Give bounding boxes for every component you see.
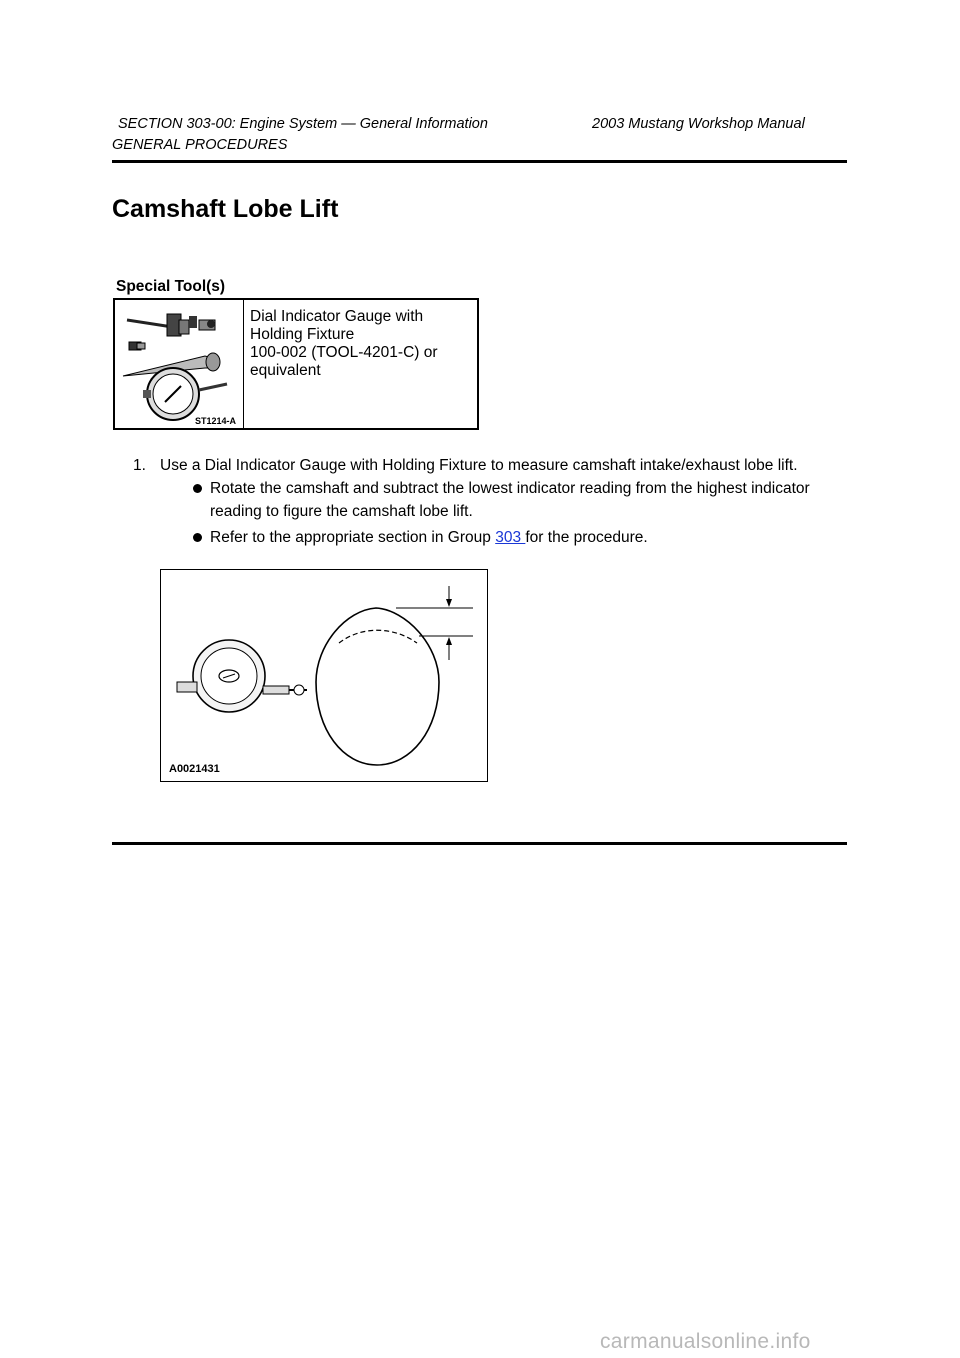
tool-description-line: Holding Fixture	[250, 326, 355, 343]
bullet-dot-icon	[193, 533, 202, 542]
step-1	[133, 457, 798, 475]
figure-label: A0021431	[169, 763, 220, 775]
special-tools-table	[113, 298, 479, 430]
step-text: Use a Dial Indicator Gauge with Holding Fixture to measure camshaft intake/exhaust lobe lift.	[160, 457, 798, 474]
bullet-text-after: for the procedure.	[525, 529, 648, 546]
tool-description-line: Dial Indicator Gauge with	[250, 308, 424, 325]
tool-image-cell	[115, 300, 244, 428]
header-manual-title: 2003 Mustang Workshop Manual	[592, 116, 805, 132]
bullet-text: Rotate the camshaft and subtract the lowest indicator reading from the highest indicator reading to figure the camshaft lobe lift.	[210, 480, 810, 520]
figure-camshaft-lobe	[160, 569, 488, 782]
header-rule	[112, 160, 847, 163]
bullet-text-before: Refer to the appropriate section in Group	[210, 529, 496, 546]
bullet-dot-icon	[193, 484, 202, 493]
step-number: 1.	[133, 457, 146, 474]
tool-description-line: 100-002 (TOOL-4201-C) or	[250, 344, 438, 361]
watermark: carmanualsonline.info	[600, 1330, 811, 1353]
header-section-title: SECTION 303-00: Engine System — General Information	[118, 116, 488, 132]
special-tools-heading: Special Tool(s)	[116, 278, 226, 295]
page-title: Camshaft Lobe Lift	[112, 195, 339, 223]
bullet-text	[210, 526, 850, 549]
footer-rule	[112, 842, 847, 845]
tool-description-line: equivalent	[250, 362, 321, 379]
tool-image-label: ST1214-A	[195, 416, 237, 426]
camshaft-lobe-illustration	[161, 570, 487, 781]
header-subsection: GENERAL PROCEDURES	[112, 137, 288, 153]
tool-description	[250, 308, 438, 380]
dial-indicator-tool-icon	[115, 300, 243, 428]
group-303-link[interactable]: 303	[495, 529, 526, 546]
